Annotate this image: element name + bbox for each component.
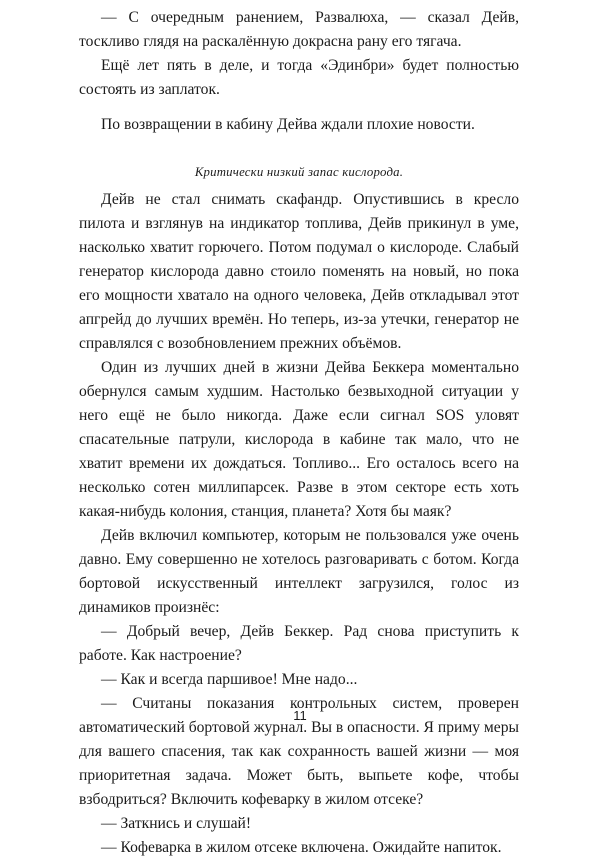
dialogue-line: — Как и всегда паршивое! Мне надо... (101, 671, 358, 688)
paragraph: Ещё лет пять в деле, и тогда «Эдинбри» будет полностью состоять из заплаток. (79, 57, 519, 98)
dialogue-line: — Добрый вечер, Дейв Беккер. Рад снова приступить к работе. Как настроение? (79, 623, 519, 664)
opening-text (79, 6, 519, 102)
return-text (79, 113, 519, 137)
dialogue-line: — Считаны показания контрольных систем, проверен автоматический бортовой журнал. Вы в опасности. Я приму меры для вашего спасения, так как сохранность вашей жизни — моя приоритетная задача. Может быть, выпьете кофе, чтобы взбодриться? Включить кофеварку в жилом отсеке? (79, 695, 519, 808)
oxygen-alert-message: Критически низкий запас кислорода. (194, 165, 404, 179)
paragraph: — С очередным ранением, Развалюха, — сказал Дейв, тоскливо глядя на раскалённую докрасна рану его тягача. (79, 9, 519, 50)
paragraph: Один из лучших дней в жизни Дейва Беккера моментально обернулся самым худшим. Настолько безвыходной ситуации у него ещё не было никогда. Даже если сигнал SOS уловят спасательные патрули, кислорода в кабине так мало, что не хватит времени их дождаться. Топливо... Его осталось всего на несколько сотен миллипарсек. Разве в этом секторе есть хоть какая-нибудь колония, станция, планета? Хотя бы маяк? (79, 359, 519, 520)
main-text (79, 188, 519, 860)
paragraph: Дейв включил компьютер, которым не пользовался уже очень давно. Ему совершенно не хотелось разговаривать с ботом. Когда бортовой искусственный интеллект загрузился, голос из динамиков произнёс: (79, 527, 519, 616)
page-number: 11 (293, 708, 307, 723)
paragraph: Дейв не стал снимать скафандр. Опустившись в кресло пилота и взглянув на индикатор топлива, Дейв прикинул в уме, насколько хватит горючего. Потом подумал о кислороде. Слабый генератор кислорода давно стоило поменять на новый, но пока его мощности хватало на одного человека, Дейв откладывал этот апгрейд до лучших времён. Но теперь, из-за утечки, генератор не справлялся с возобновлением прежних объёмов. (79, 191, 519, 352)
alert-text (79, 160, 519, 184)
paragraph: По возвращении в кабину Дейва ждали плохие новости. (101, 116, 475, 133)
dialogue-line: — Кофеварка в жилом отсеке включена. Ожидайте напиток. (101, 839, 502, 856)
dialogue-line: — Заткнись и слушай! (101, 815, 252, 832)
